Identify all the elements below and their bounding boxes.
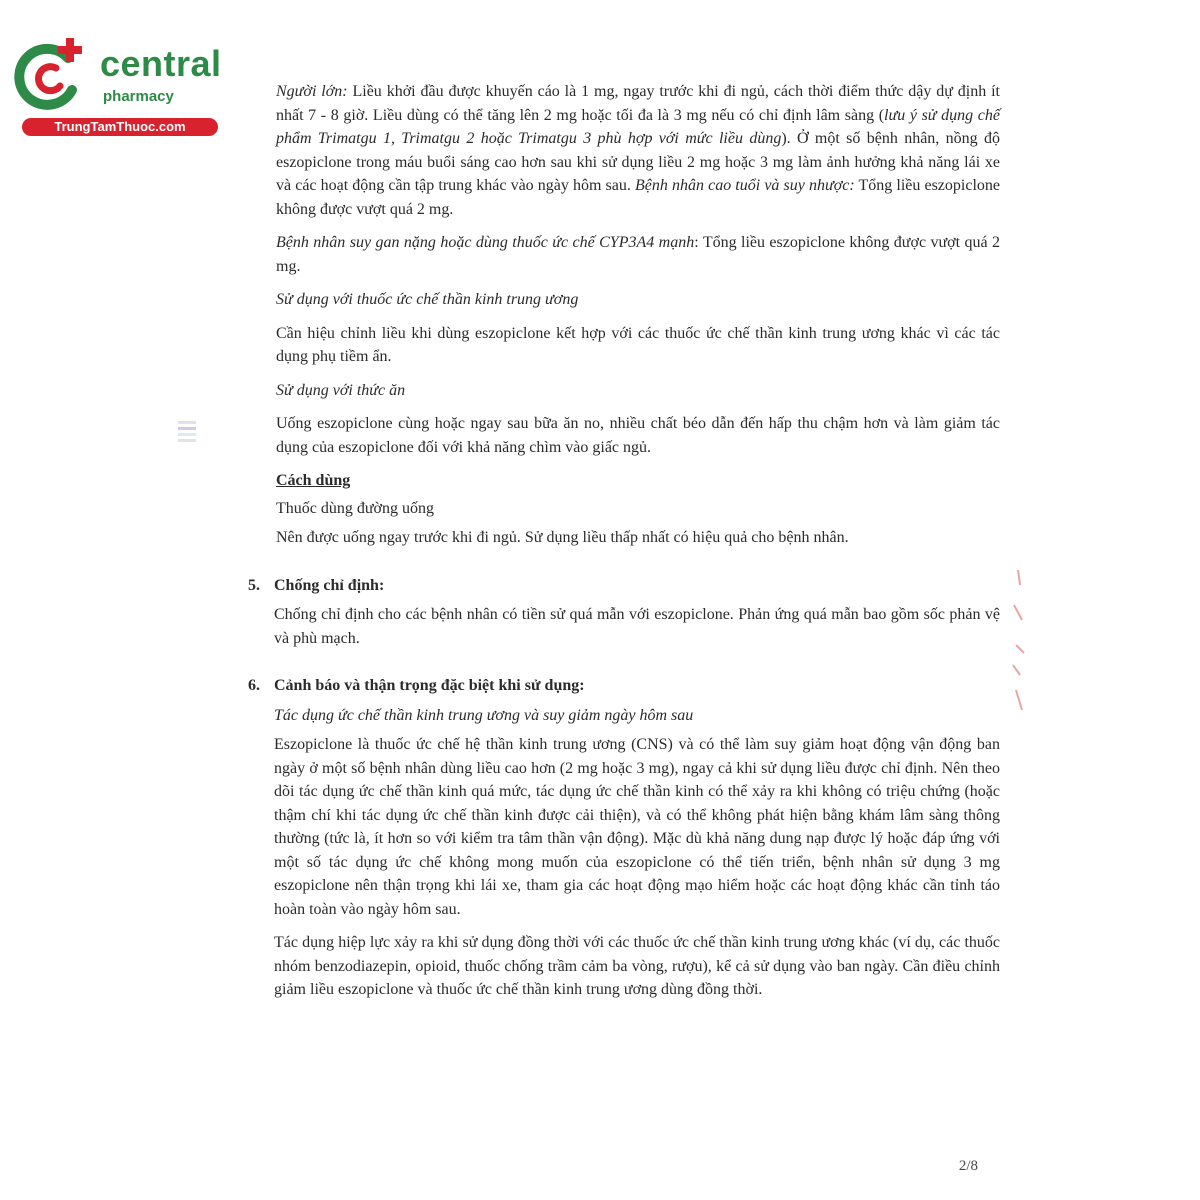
- adult-text-1: Liều khởi đầu được khuyến cáo là 1 mg, ngay trước khi đi ngủ, cách thời điểm thức dậy dự định ít nhất 7 - 8 giờ. Liều dùng có thể tăng lên 2 mg hoặc tối đa là 3 mg nếu có chỉ định lâm sàng (: [276, 83, 1000, 124]
- section-6-number: 6.: [248, 677, 260, 694]
- cns-paragraph: Cần hiệu chỉnh liều khi dùng eszopiclone kết hợp với các thuốc ức chế thần kinh trung ương khác vì các tác dụng phụ tiềm ẩn.: [276, 324, 1000, 365]
- section-5-paragraph: Chống chỉ định cho các bệnh nhân có tiền sử quá mẫn với eszopiclone. Phản ứng quá mẫn bao gồm sốc phản vệ và phù mạch.: [274, 606, 1000, 647]
- liver-dosage-paragraph: [240, 231, 1000, 278]
- liver-text: : Tổng liều eszopiclone không được vượt quá 2 mg.: [276, 234, 1000, 275]
- section-6-paragraph-2: Tác dụng hiệp lực xảy ra khi sử dụng đồng thời với các thuốc ức chế thần kinh trung ương khác (ví dụ, các thuốc nhóm benzodiazepin, opioid, thuốc chống trầm cảm ba vòng, rượu), kể cả sử dụng vào ban ngày. Cần điều chỉnh giảm liều eszopiclone và thuốc ức chế thần kinh trung ương dùng đồng thời.: [274, 934, 1000, 998]
- cns-heading: Sử dụng với thuốc ức chế thần kinh trung ương: [276, 291, 579, 308]
- logo-name: central: [100, 43, 222, 84]
- elderly-label: Bệnh nhân cao tuổi và suy nhược:: [635, 177, 855, 194]
- administration-line-2: Nên được uống ngay trước khi đi ngủ. Sử dụng liều thấp nhất có hiệu quả cho bệnh nhân.: [276, 529, 849, 546]
- section-5-number: 5.: [248, 576, 260, 594]
- administration-line-1: Thuốc dùng đường uống: [276, 499, 435, 517]
- adult-dosage-paragraph: [240, 80, 1000, 221]
- section-5-heading: [248, 574, 1000, 598]
- adult-note: lưu ý sử dụng chế phẩm Trimatgu 1, Trimatgu 2 hoặc Trimatgu 3 phù hợp với mức liều dùng: [276, 106, 1000, 147]
- pharmacy-cross-logo-icon: [10, 36, 90, 116]
- section-5-title: Chống chỉ định:: [274, 576, 385, 594]
- page-number: 2/8: [958, 1158, 978, 1174]
- liver-label: Bệnh nhân suy gan nặng hoặc dùng thuốc ức chế CYP3A4 mạnh: [276, 234, 695, 251]
- section-6-title: Cảnh báo và thận trọng đặc biệt khi sử dụng:: [274, 677, 585, 694]
- scan-mark-icon: [176, 418, 198, 444]
- elderly-text: Tổng liều eszopiclone không được vượt quá 2 mg.: [276, 177, 1001, 218]
- brand-logo: [10, 36, 222, 136]
- section-6-subheading: Tác dụng ức chế thần kinh trung ương và suy giảm ngày hôm sau: [274, 706, 694, 724]
- section-6-heading: [248, 674, 1000, 698]
- logo-subtitle: pharmacy: [103, 88, 174, 105]
- administration-heading: Cách dùng: [276, 472, 351, 489]
- stamp-mark-icon: [1008, 565, 1028, 715]
- adult-label: Người lớn:: [276, 83, 348, 100]
- food-heading: Sử dụng với thức ăn: [276, 381, 406, 399]
- logo-website-banner: TrungTamThuoc.com: [22, 118, 218, 136]
- food-paragraph: Uống eszopiclone cùng hoặc ngay sau bữa ăn no, nhiều chất béo dẫn đến hấp thu chậm hơn và làm giảm tác dụng của eszopiclone đối với khả năng chìm vào giấc ngủ.: [276, 415, 1000, 456]
- section-6-paragraph-1: Eszopiclone là thuốc ức chế hệ thần kinh trung ương (CNS) và có thể làm suy giảm hoạt động vận động ban ngày ở một số bệnh nhân dùng liều cao hơn (2 mg hoặc 3 mg), ngay cả khi sử dụng liều được chỉ định. Nên theo dõi tác dụng ức chế thần kinh quá mức, tác dụng ức chế thần kinh có thể xảy ra khi không có triệu chứng (hoặc thậm chí khi tác dụng ức chế thần kinh được cải thiện), và có thể không phát hiện bằng khám lâm sàng thông thường (tức là, ít hơn so với kiểm tra tâm thần vận động). Mặc dù khả năng dung nạp được lý hoặc đáp ứng với một số tác dụng ức chế không mong muốn của eszopiclone có thể tiến triển, bệnh nhân sử dụng 3 mg eszopiclone nên thận trọng khi lái xe, tham gia các hoạt động mạo hiểm hoặc các hoạt động khác cần tỉnh táo hoàn toàn vào ngày hôm sau.: [274, 736, 1000, 918]
- adult-text-2: ). Ở một số bệnh nhân, nồng độ eszopiclone trong máu buổi sáng cao hơn sau khi sử dụng liều 2 mg hoặc 3 mg làm ảnh hưởng khả năng lái xe và các hoạt động cần tập trung khác vào ngày hôm sau.: [276, 130, 1001, 194]
- document-body: [240, 80, 1000, 1012]
